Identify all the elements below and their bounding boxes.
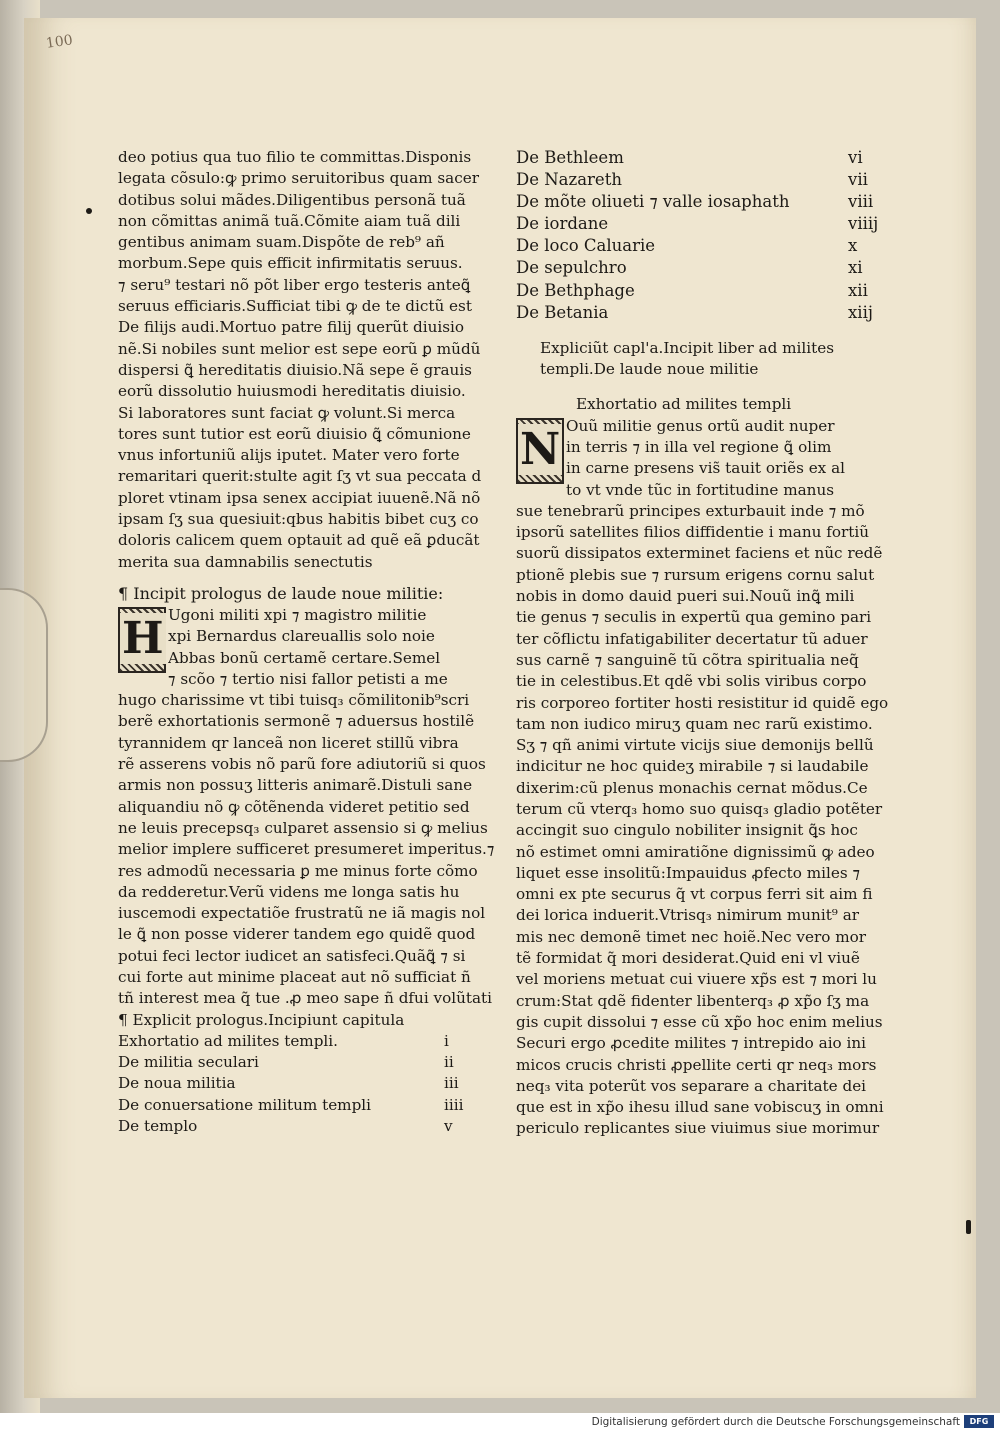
text-line: hugo charissime vt tibi tuisq₃ cõmilitonib⁹scri	[118, 691, 470, 710]
text-line: non cõmittas animã tuã.Cõmite aiam tuã dili	[118, 211, 461, 230]
text-line: da redderetur.Verũ videns me longa satis hu	[118, 882, 460, 901]
chapter-number: x	[848, 236, 858, 256]
decorated-initial-h: H	[118, 607, 166, 673]
text-line: gis cupit dissolui ⁊ esse cũ xp̃o hoc enim melius	[516, 1012, 883, 1031]
text-line: ne leuis precepsq₃ culparet assensio si ꝙ melius	[118, 818, 488, 837]
ink-mark	[966, 1220, 971, 1234]
text-line: deo potius qua tuo filio te committas.Disponis	[118, 148, 472, 166]
text-line: melior implere sufficeret presumeret imperitus.⁊	[118, 840, 494, 859]
text-line: merita sua damnabilis senectutis	[118, 552, 373, 571]
text-line: dixerim:cũ plenus monachis cernat mõdus.Ce	[516, 778, 868, 797]
explicit-prologue: ¶ Explicit prologus.Incipiunt capitula	[118, 1010, 405, 1029]
handwritten-folio-mark: 100	[45, 32, 74, 52]
chapter-entry	[118, 1052, 494, 1073]
text-line: sus carnẽ ⁊ sanguinẽ tũ cõtra spiritualia neq̃	[516, 650, 859, 669]
chapter-entry	[516, 213, 908, 235]
text-line: xpi Bernardus clareuallis solo noie	[168, 627, 435, 646]
text-line: aliquandiu nõ ꝙ cõtẽnenda videret petitio sed	[118, 797, 470, 816]
chapter-entry	[118, 1073, 494, 1094]
chapter-number: xii	[848, 280, 868, 300]
text-line: dotibus solui mãdes.Diligentibus personã tuã	[118, 190, 466, 209]
chapter-list-right	[516, 147, 908, 324]
text-line: micos crucis christi ꝓpellite certi qr neq₃ mors	[516, 1055, 877, 1074]
text-line: periculo replicantes siue viuimus siue morimur	[516, 1119, 880, 1138]
chapter-title: De Betania	[516, 302, 609, 322]
text-line: ipsam ſʒ sua quesiuit:qbus habitis bibet cuʒ co	[118, 510, 479, 529]
chapter-title: De iordane	[516, 214, 609, 234]
text-line: crum:Stat qdẽ fidenter libenterq₃ ꝓ xp̃o ſʒ ma	[516, 991, 870, 1010]
chapter-entry	[516, 302, 908, 324]
chapter-title: De sepulchro	[516, 258, 627, 278]
chapter-title: De Nazareth	[516, 170, 622, 190]
prologue-text	[118, 690, 494, 1009]
text-line: le ꝗ̃ non posse viderer tandem ego quidẽ quod	[118, 925, 476, 944]
left-body-text	[118, 147, 494, 573]
text-line: tẽ formidat q̃ mori desiderat.Quid eni vl viuẽ	[516, 949, 860, 968]
chapter-entry	[516, 191, 908, 213]
chapter-list-left	[118, 1031, 494, 1137]
text-line: in terris ⁊ in illa vel regione ꝗ̃ olim	[566, 437, 832, 456]
chapter-entry	[516, 257, 908, 279]
text-line: ipsorũ satellites filios diffidentie i manu fortiũ	[516, 523, 870, 542]
text-line: nẽ.Si nobiles sunt melior est sepe eorũ ꝑ mũdũ	[118, 339, 481, 358]
text-line: Ugoni militi xpi ⁊ magistro militie	[168, 605, 427, 624]
page-clip	[0, 588, 48, 762]
chapter-number: xi	[848, 258, 863, 278]
text-line: Abbas bonũ certamẽ certare.Semel	[168, 648, 441, 667]
text-line: ter cõflictu infatigabiliter decertatur tũ aduer	[516, 629, 868, 648]
chapter-title: De mõte oliueti ⁊ valle iosaphath	[516, 192, 790, 212]
text-line: Securi ergo ꝓcedite milites ⁊ intrepido aio ini	[516, 1034, 867, 1053]
text-line: De filijs audi.Mortuo patre filij querũt diuisio	[118, 318, 465, 337]
text-line: neq₃ vita poterũt vos separare a charitate dei	[516, 1076, 867, 1095]
explicit-capitula	[516, 338, 908, 381]
text-line: nobis in domo dauid pueri sui.Nouũ inꝗ̃ mili	[516, 587, 855, 606]
chapter-entry	[516, 235, 908, 257]
text-line: berẽ exhortationis sermonẽ ⁊ aduersus hostilẽ	[118, 712, 475, 731]
text-line: nõ estimet omni amiratiõne dignissimũ ꝙ adeo	[516, 842, 875, 861]
chapter-number: i	[444, 1031, 449, 1050]
chapter-title: De templo	[118, 1117, 198, 1136]
ink-dot	[86, 208, 92, 214]
text-line: liquet esse insolitũ:Impauidus ꝓfecto miles ⁊	[516, 863, 860, 882]
chapter-entry	[118, 1031, 494, 1052]
chapter-entry	[118, 1116, 494, 1137]
text-line: terum cũ vterq₃ homo suo quisq₃ gladio potẽter	[516, 799, 883, 818]
text-line: to vt vnde tũc in fortitudine manus	[566, 480, 835, 499]
text-line: mis nec demonẽ timet nec hoiẽ.Nec vero mor	[516, 927, 867, 946]
text-line: in carne presens vis̃ tauit oriẽs ex al	[566, 459, 845, 478]
right-column	[516, 147, 908, 1140]
text-line: iuscemodi expectatiõe frustratũ ne iã magis nol	[118, 904, 486, 923]
chapter-title: De loco Caluarie	[516, 236, 656, 256]
text-line: tam non iudico miruʒ quam nec rarũ existimo.	[516, 714, 873, 733]
opening-indented-lines	[516, 416, 908, 501]
text-line: que est in xp̃o ihesu illud sane vobiscuʒ in omni	[516, 1098, 884, 1117]
text-line: ploret vtinam ipsa senex accipiat iuuenẽ.Nã nõ	[118, 488, 481, 507]
text-line: ⁊ seru⁹ testari nõ põt liber ergo testeris anteꝗ̃	[118, 275, 471, 294]
text-line: templi.De laude noue militie	[540, 360, 759, 379]
text-line: Ouũ militie genus ortũ audit nuper	[566, 416, 835, 435]
text-line: dei lorica induerit.Vtrisq₃ nimirum munit⁹ ar	[516, 906, 860, 925]
text-line: vnus infortuniũ alijs iputet. Mater vero forte	[118, 446, 460, 465]
prologue-heading: ¶ Incipit prologus de laude noue militie:	[118, 583, 444, 603]
text-line: Sʒ ⁊ qñ animi virtute vicijs siue demonijs bellũ	[516, 736, 874, 755]
text-line: ptionẽ plebis sue ⁊ rursum erigens cornu salut	[516, 565, 875, 584]
chapter-number: ii	[444, 1053, 454, 1072]
text-line: tie in celestibus.Et qdẽ vbi solis viribus corpo	[516, 672, 867, 691]
text-line: indicitur ne hoc quideʒ mirabile ⁊ si laudabile	[516, 757, 869, 776]
text-line: remaritari querit:stulte agit ſʒ vt sua peccata d	[118, 467, 482, 486]
footer-bar	[0, 1413, 1000, 1431]
chapter-number: v	[444, 1117, 453, 1136]
text-line: accingit suo cingulo nobiliter insignit ꝗ̃s hoc	[516, 821, 858, 840]
chapter-number: vi	[848, 148, 863, 167]
text-line: suorũ dissipatos exterminet faciens et nũc redẽ	[516, 544, 883, 563]
dfg-logo: DFG	[964, 1415, 994, 1428]
text-line: ris corporeo fortiter hosti resistitur id quidẽ ego	[516, 693, 889, 712]
text-line: res admodũ necessaria ꝑ me minus forte cõmo	[118, 861, 478, 880]
text-line: omni ex pte securus q̃ vt corpus ferri sit aim fi	[516, 885, 873, 904]
chapter-entry	[118, 1095, 494, 1116]
chapter-entry	[516, 169, 908, 191]
chapter-entry	[516, 147, 908, 169]
chapter-title: De conuersatione militum templi	[118, 1095, 372, 1114]
right-body-text	[516, 501, 908, 1140]
exhortatio-heading: Exhortatio ad milites templi	[576, 395, 792, 414]
text-line: legata cõsulo:ꝙ primo seruitoribus quam sacer	[118, 169, 479, 188]
text-line: vel moriens metuat cui viuere xp̃s est ⁊ mori lu	[516, 970, 877, 989]
chapter-title: De noua militia	[118, 1074, 236, 1093]
decorated-initial-n: N	[516, 418, 564, 484]
chapter-number: iiii	[444, 1095, 464, 1114]
text-line: Si laboratores sunt faciat ꝙ volunt.Si merca	[118, 403, 456, 422]
text-line: morbum.Sepe quis efficit infirmitatis seruus.	[118, 254, 463, 273]
chapter-number: iii	[444, 1074, 459, 1093]
text-line: eorũ dissolutio huiusmodi hereditatis diuisio.	[118, 382, 466, 401]
text-line: rẽ asserens vobis nõ parũ fore adiutoriũ si quos	[118, 755, 486, 774]
footer-credit: Digitalisierung gefördert durch die Deutsche Forschungsgemeinschaft	[591, 1416, 960, 1428]
chapter-number: vii	[848, 170, 868, 190]
text-line: doloris calicem quem optauit ad quẽ eã ꝑducãt	[118, 531, 480, 550]
text-line: dispersi ꝗ̃ hereditatis diuisio.Nã sepe ẽ grauis	[118, 360, 472, 379]
text-line: cui forte aut minime placeat aut nõ sufficiat ñ	[118, 967, 471, 986]
text-line: gentibus animam suam.Dispõte de reb⁹ añ	[118, 233, 445, 252]
text-line: tie genus ⁊ seculis in expertũ qua gemino pari	[516, 608, 872, 627]
prologue-indented-lines	[118, 605, 494, 690]
text-line: tores sunt tutior est eorũ diuisio ꝗ̃ cõmunione	[118, 424, 471, 443]
text-line: seruus efficiaris.Sufficiat tibi ꝙ de te dictũ est	[118, 297, 472, 316]
text-line: ⁊ scõo ⁊ tertio nisi fallor petisti a me	[168, 669, 448, 688]
chapter-number: viii	[848, 192, 874, 212]
prologue-opening	[118, 605, 494, 690]
chapter-number: viiij	[848, 214, 879, 234]
book-opening	[516, 416, 908, 501]
chapter-entry	[516, 280, 908, 302]
text-line: Expliciũt capl'a.Incipit liber ad milites	[540, 338, 834, 357]
text-line: armis non possuʒ litteris animarẽ.Distuli sane	[118, 776, 473, 795]
chapter-title: Exhortatio ad milites templi.	[118, 1031, 338, 1050]
text-line: sue tenebrarũ principes exturbauit inde ⁊ mõ	[516, 501, 865, 520]
text-line: tyrannidem qr lanceã non liceret stillũ vibra	[118, 733, 459, 752]
chapter-title: De militia seculari	[118, 1053, 259, 1072]
left-column	[118, 147, 494, 1137]
chapter-title: De Bethphage	[516, 280, 635, 300]
chapter-title: De Bethleem	[516, 148, 624, 167]
chapter-number: xiij	[848, 302, 873, 322]
text-line: potui feci lector iudicet an satisfeci.Quãꝗ̃ ⁊ si	[118, 946, 466, 965]
text-line: tñ interest mea q̃ tue .ꝓ meo sape ñ dfui volũtati	[118, 989, 492, 1008]
